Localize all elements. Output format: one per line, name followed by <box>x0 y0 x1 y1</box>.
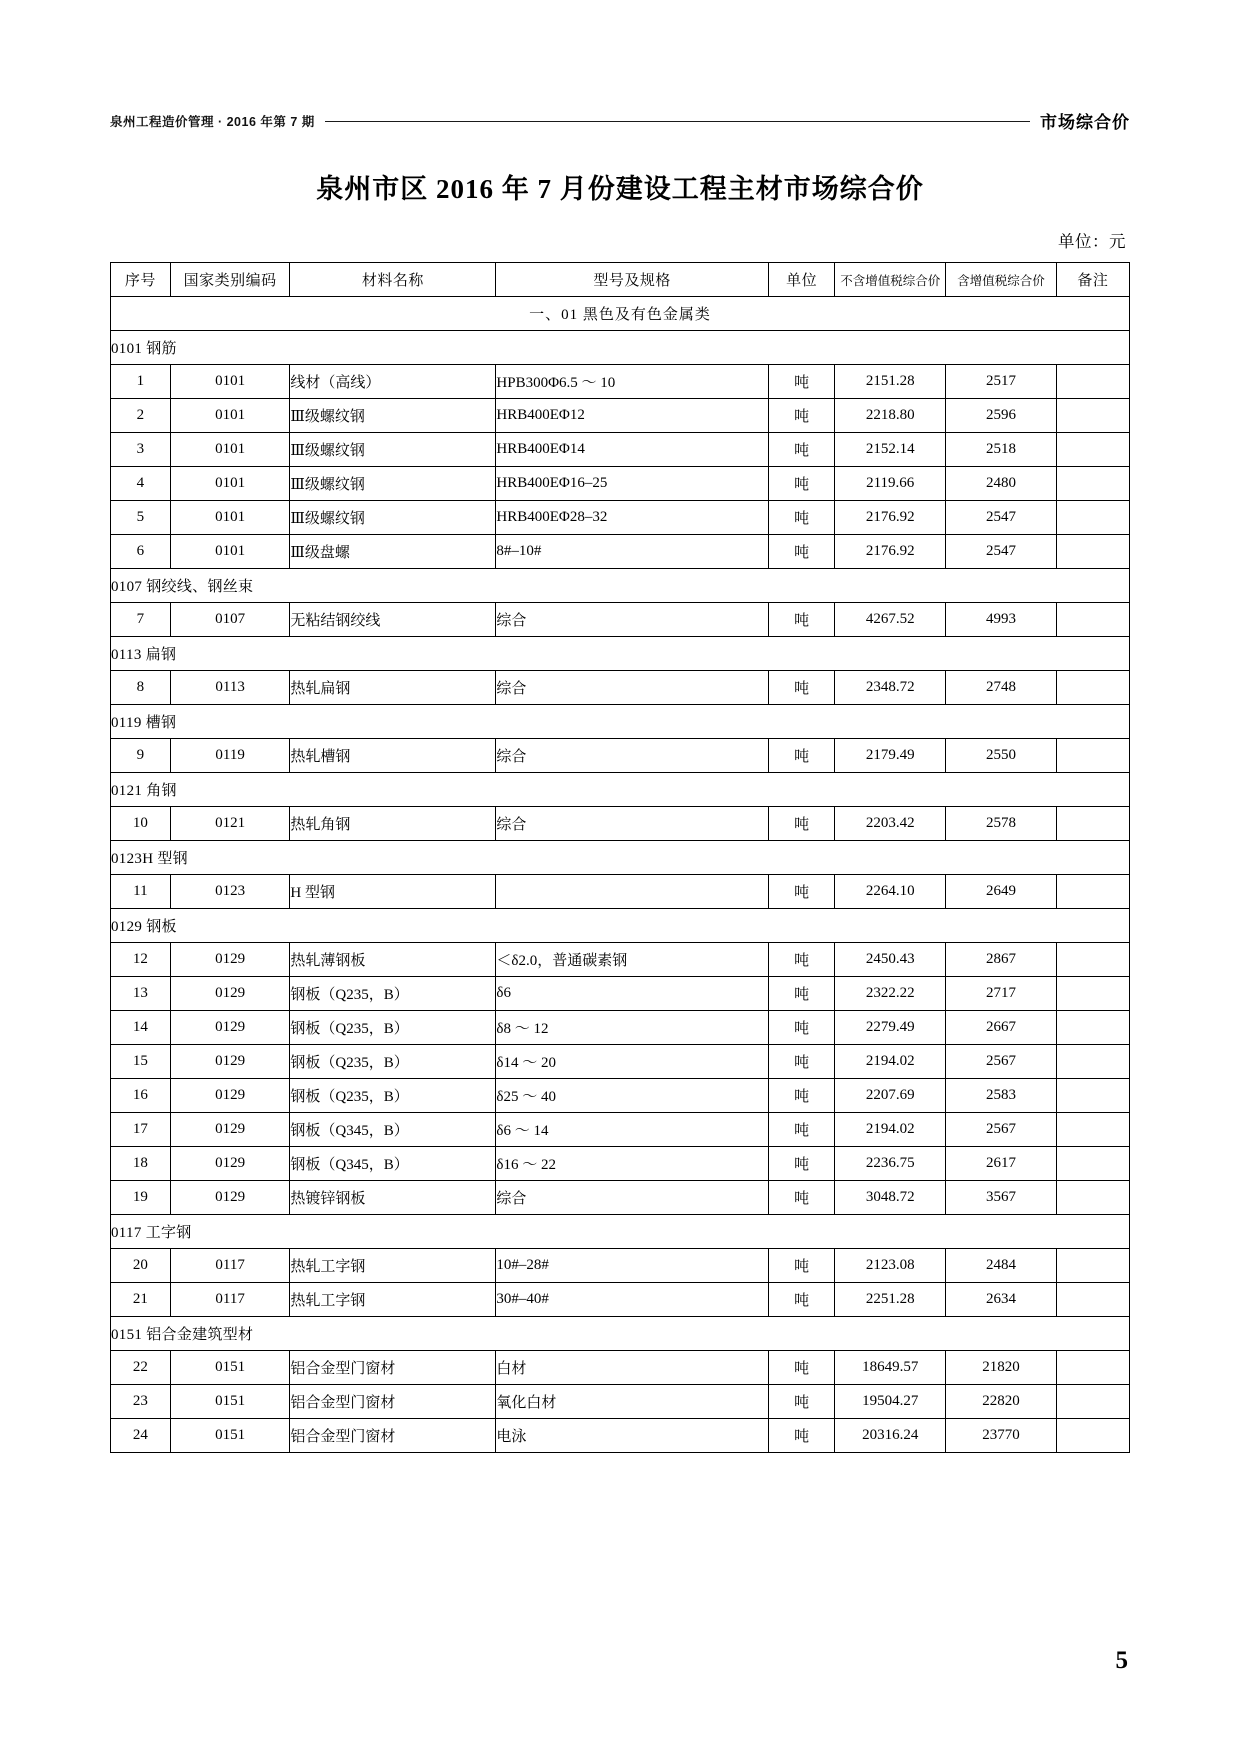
cell-price-ex: 2279.49 <box>835 1011 946 1045</box>
cell-spec: HRB400EΦ16–25 <box>496 467 768 501</box>
cell-seq: 2 <box>111 399 171 433</box>
cell-note <box>1056 1385 1129 1419</box>
cell-note <box>1056 1113 1129 1147</box>
cell-price-ex: 2218.80 <box>835 399 946 433</box>
cell-price-ex: 2176.92 <box>835 535 946 569</box>
cell-price-in: 23770 <box>946 1419 1057 1453</box>
table-row <box>111 467 1130 501</box>
cell-note <box>1056 739 1129 773</box>
table-row <box>111 1147 1130 1181</box>
table-row <box>111 943 1130 977</box>
cell-price-ex: 2194.02 <box>835 1045 946 1079</box>
cell-price-in: 2567 <box>946 1113 1057 1147</box>
cell-price-in: 2567 <box>946 1045 1057 1079</box>
cell-seq: 1 <box>111 365 171 399</box>
cell-price-in: 3567 <box>946 1181 1057 1215</box>
table-row <box>111 1181 1130 1215</box>
cell-spec: HRB400EΦ12 <box>496 399 768 433</box>
cell-seq: 15 <box>111 1045 171 1079</box>
cell-price-ex: 2179.49 <box>835 739 946 773</box>
cell-price-in: 2583 <box>946 1079 1057 1113</box>
cell-spec: ＜δ2.0，普通碳素钢 <box>496 943 768 977</box>
cell-seq: 10 <box>111 807 171 841</box>
table-row <box>111 807 1130 841</box>
cell-note <box>1056 365 1129 399</box>
table-row <box>111 1283 1130 1317</box>
cell-code: 0101 <box>170 399 290 433</box>
cell-note <box>1056 671 1129 705</box>
cell-price-in: 2634 <box>946 1283 1057 1317</box>
cell-name: 热轧槽钢 <box>290 739 496 773</box>
table-header <box>111 263 1130 297</box>
cell-price-ex: 2194.02 <box>835 1113 946 1147</box>
cell-code: 0119 <box>170 739 290 773</box>
group-title: 0151 铝合金建筑型材 <box>111 1317 1130 1351</box>
table-header-row <box>111 263 1130 297</box>
cell-price-ex: 2176.92 <box>835 501 946 535</box>
cell-seq: 19 <box>111 1181 171 1215</box>
cell-name: 无粘结钢绞线 <box>290 603 496 637</box>
cell-note <box>1056 399 1129 433</box>
table-row <box>111 433 1130 467</box>
cell-name: 热轧角钢 <box>290 807 496 841</box>
cell-spec: 综合 <box>496 1181 768 1215</box>
cell-note <box>1056 1351 1129 1385</box>
cell-spec: 电泳 <box>496 1419 768 1453</box>
table-row <box>111 1011 1130 1045</box>
cell-spec: δ8 ～ 12 <box>496 1011 768 1045</box>
cell-spec: 氧化白材 <box>496 1385 768 1419</box>
cell-unit: 吨 <box>768 399 834 433</box>
cell-code: 0117 <box>170 1283 290 1317</box>
cell-price-in: 22820 <box>946 1385 1057 1419</box>
group-title: 0107 钢绞线、钢丝束 <box>111 569 1130 603</box>
table-row <box>111 1113 1130 1147</box>
cell-seq: 6 <box>111 535 171 569</box>
group-row <box>111 841 1130 875</box>
cell-price-in: 2484 <box>946 1249 1057 1283</box>
cell-code: 0117 <box>170 1249 290 1283</box>
cell-note <box>1056 1079 1129 1113</box>
cell-name: 钢板（Q345，B） <box>290 1147 496 1181</box>
table-row <box>111 1385 1130 1419</box>
col-header-seq: 序号 <box>111 263 171 297</box>
cell-unit: 吨 <box>768 977 834 1011</box>
cell-price-ex: 2203.42 <box>835 807 946 841</box>
cell-unit: 吨 <box>768 943 834 977</box>
table-row <box>111 739 1130 773</box>
cell-name: 钢板（Q235，B） <box>290 977 496 1011</box>
cell-spec: δ14 ～ 20 <box>496 1045 768 1079</box>
cell-spec: 综合 <box>496 671 768 705</box>
cell-note <box>1056 1249 1129 1283</box>
cell-name: 钢板（Q235，B） <box>290 1011 496 1045</box>
cell-note <box>1056 1181 1129 1215</box>
cell-code: 0151 <box>170 1419 290 1453</box>
unit-note: 单位：元 <box>1058 232 1126 251</box>
cell-unit: 吨 <box>768 1079 834 1113</box>
cell-unit: 吨 <box>768 1419 834 1453</box>
cell-code: 0121 <box>170 807 290 841</box>
cell-price-in: 2867 <box>946 943 1057 977</box>
cell-unit: 吨 <box>768 535 834 569</box>
cell-note <box>1056 1011 1129 1045</box>
table-row <box>111 399 1130 433</box>
cell-seq: 8 <box>111 671 171 705</box>
cell-spec: 8#–10# <box>496 535 768 569</box>
cell-code: 0129 <box>170 1079 290 1113</box>
group-title: 0113 扁钢 <box>111 637 1130 671</box>
cell-name: Ⅲ级螺纹钢 <box>290 467 496 501</box>
table-row <box>111 535 1130 569</box>
cell-unit: 吨 <box>768 1249 834 1283</box>
col-header-name: 材料名称 <box>290 263 496 297</box>
cell-price-in: 2717 <box>946 977 1057 1011</box>
cell-name: 钢板（Q345，B） <box>290 1113 496 1147</box>
group-title: 0101 钢筋 <box>111 331 1130 365</box>
cell-price-ex: 20316.24 <box>835 1419 946 1453</box>
group-row <box>111 569 1130 603</box>
cell-seq: 17 <box>111 1113 171 1147</box>
cell-name: 热轧工字钢 <box>290 1283 496 1317</box>
cell-unit: 吨 <box>768 1147 834 1181</box>
col-header-unit: 单位 <box>768 263 834 297</box>
cell-price-ex: 2322.22 <box>835 977 946 1011</box>
running-header-rule <box>325 121 1030 122</box>
col-header-note: 备注 <box>1056 263 1129 297</box>
cell-price-ex: 19504.27 <box>835 1385 946 1419</box>
cell-seq: 16 <box>111 1079 171 1113</box>
cell-seq: 7 <box>111 603 171 637</box>
cell-code: 0129 <box>170 1181 290 1215</box>
cell-code: 0129 <box>170 1147 290 1181</box>
cell-unit: 吨 <box>768 1181 834 1215</box>
cell-unit: 吨 <box>768 1283 834 1317</box>
running-header <box>110 0 1130 133</box>
cell-note <box>1056 875 1129 909</box>
cell-price-in: 2617 <box>946 1147 1057 1181</box>
cell-code: 0129 <box>170 1011 290 1045</box>
cell-seq: 13 <box>111 977 171 1011</box>
cell-seq: 5 <box>111 501 171 535</box>
cell-name: 铝合金型门窗材 <box>290 1351 496 1385</box>
cell-code: 0129 <box>170 1045 290 1079</box>
cell-name: Ⅲ级螺纹钢 <box>290 433 496 467</box>
cell-price-ex: 18649.57 <box>835 1351 946 1385</box>
cell-unit: 吨 <box>768 739 834 773</box>
group-row <box>111 1215 1130 1249</box>
group-title: 0119 槽钢 <box>111 705 1130 739</box>
cell-name: 铝合金型门窗材 <box>290 1385 496 1419</box>
cell-seq: 20 <box>111 1249 171 1283</box>
cell-seq: 23 <box>111 1385 171 1419</box>
cell-price-in: 2518 <box>946 433 1057 467</box>
group-row <box>111 1317 1130 1351</box>
cell-name: 热镀锌钢板 <box>290 1181 496 1215</box>
table-row <box>111 671 1130 705</box>
cell-unit: 吨 <box>768 807 834 841</box>
cell-note <box>1056 1419 1129 1453</box>
cell-price-in: 2596 <box>946 399 1057 433</box>
cell-seq: 21 <box>111 1283 171 1317</box>
cell-code: 0101 <box>170 535 290 569</box>
cell-unit: 吨 <box>768 1045 834 1079</box>
cell-spec: HRB400EΦ28–32 <box>496 501 768 535</box>
cell-price-ex: 2251.28 <box>835 1283 946 1317</box>
cell-code: 0129 <box>170 977 290 1011</box>
cell-spec <box>496 875 768 909</box>
cell-price-in: 4993 <box>946 603 1057 637</box>
cell-price-ex: 2207.69 <box>835 1079 946 1113</box>
cell-spec: δ6 <box>496 977 768 1011</box>
cell-name: 热轧工字钢 <box>290 1249 496 1283</box>
col-header-spec: 型号及规格 <box>496 263 768 297</box>
cell-name: 热轧薄钢板 <box>290 943 496 977</box>
cell-price-in: 2667 <box>946 1011 1057 1045</box>
table-row <box>111 977 1130 1011</box>
category-row <box>111 297 1130 331</box>
table-row <box>111 1351 1130 1385</box>
cell-code: 0129 <box>170 1113 290 1147</box>
cell-spec: 白材 <box>496 1351 768 1385</box>
cell-unit: 吨 <box>768 467 834 501</box>
group-row <box>111 637 1130 671</box>
cell-spec: 30#–40# <box>496 1283 768 1317</box>
cell-price-ex: 2450.43 <box>835 943 946 977</box>
table-body <box>111 297 1130 1453</box>
group-row <box>111 773 1130 807</box>
cell-spec: δ16 ～ 22 <box>496 1147 768 1181</box>
cell-price-ex: 4267.52 <box>835 603 946 637</box>
cell-spec: HRB400EΦ14 <box>496 433 768 467</box>
cell-seq: 24 <box>111 1419 171 1453</box>
cell-price-in: 2748 <box>946 671 1057 705</box>
cell-price-ex: 2348.72 <box>835 671 946 705</box>
group-title: 0121 角钢 <box>111 773 1130 807</box>
cell-note <box>1056 977 1129 1011</box>
category-label: 一、01 黑色及有色金属类 <box>111 297 1130 331</box>
cell-seq: 18 <box>111 1147 171 1181</box>
cell-name: 钢板（Q235，B） <box>290 1045 496 1079</box>
cell-code: 0151 <box>170 1351 290 1385</box>
table-row <box>111 1249 1130 1283</box>
cell-code: 0107 <box>170 603 290 637</box>
cell-seq: 9 <box>111 739 171 773</box>
cell-price-in: 2547 <box>946 535 1057 569</box>
cell-unit: 吨 <box>768 671 834 705</box>
table-row <box>111 875 1130 909</box>
cell-price-ex: 2123.08 <box>835 1249 946 1283</box>
running-header-left: 泉州工程造价管理 · 2016 年第 7 期 <box>110 114 315 129</box>
cell-seq: 4 <box>111 467 171 501</box>
page-title: 泉州市区 2016 年 7 月份建设工程主材市场综合价 <box>316 174 924 204</box>
cell-note <box>1056 1045 1129 1079</box>
table-row <box>111 365 1130 399</box>
group-title: 0129 钢板 <box>111 909 1130 943</box>
cell-note <box>1056 467 1129 501</box>
cell-code: 0129 <box>170 943 290 977</box>
cell-price-ex: 3048.72 <box>835 1181 946 1215</box>
price-table <box>110 262 1130 1453</box>
cell-unit: 吨 <box>768 1351 834 1385</box>
cell-unit: 吨 <box>768 1385 834 1419</box>
cell-name: Ⅲ级盘螺 <box>290 535 496 569</box>
table-row <box>111 1079 1130 1113</box>
cell-name: Ⅲ级螺纹钢 <box>290 501 496 535</box>
cell-note <box>1056 807 1129 841</box>
page-number: 5 <box>1115 1647 1128 1674</box>
cell-price-ex: 2151.28 <box>835 365 946 399</box>
cell-unit: 吨 <box>768 501 834 535</box>
cell-note <box>1056 603 1129 637</box>
group-row <box>111 705 1130 739</box>
cell-name: 钢板（Q235，B） <box>290 1079 496 1113</box>
cell-spec: 综合 <box>496 739 768 773</box>
cell-seq: 22 <box>111 1351 171 1385</box>
cell-code: 0113 <box>170 671 290 705</box>
table-row <box>111 603 1130 637</box>
cell-price-in: 2550 <box>946 739 1057 773</box>
cell-name: 线材（高线） <box>290 365 496 399</box>
cell-seq: 3 <box>111 433 171 467</box>
cell-seq: 14 <box>111 1011 171 1045</box>
group-title: 0123H 型钢 <box>111 841 1130 875</box>
cell-spec: 10#–28# <box>496 1249 768 1283</box>
table-row <box>111 501 1130 535</box>
cell-price-in: 21820 <box>946 1351 1057 1385</box>
cell-note <box>1056 943 1129 977</box>
running-header-right: 市场综合价 <box>1040 113 1130 132</box>
cell-spec: 综合 <box>496 807 768 841</box>
col-header-code: 国家类别编码 <box>170 263 290 297</box>
cell-code: 0101 <box>170 467 290 501</box>
cell-unit: 吨 <box>768 1113 834 1147</box>
cell-unit: 吨 <box>768 875 834 909</box>
cell-price-in: 2547 <box>946 501 1057 535</box>
cell-name: H 型钢 <box>290 875 496 909</box>
cell-unit: 吨 <box>768 1011 834 1045</box>
cell-price-ex: 2119.66 <box>835 467 946 501</box>
cell-note <box>1056 535 1129 569</box>
table-row <box>111 1419 1130 1453</box>
cell-spec: 综合 <box>496 603 768 637</box>
group-row <box>111 331 1130 365</box>
cell-note <box>1056 1283 1129 1317</box>
cell-code: 0123 <box>170 875 290 909</box>
cell-note <box>1056 501 1129 535</box>
cell-code: 0101 <box>170 433 290 467</box>
cell-unit: 吨 <box>768 433 834 467</box>
cell-price-in: 2517 <box>946 365 1057 399</box>
cell-code: 0151 <box>170 1385 290 1419</box>
cell-name: 热轧扁钢 <box>290 671 496 705</box>
group-title: 0117 工字钢 <box>111 1215 1130 1249</box>
cell-price-ex: 2264.10 <box>835 875 946 909</box>
cell-seq: 12 <box>111 943 171 977</box>
cell-spec: δ25 ～ 40 <box>496 1079 768 1113</box>
cell-name: 铝合金型门窗材 <box>290 1419 496 1453</box>
col-header-price-in: 含增值税综合价 <box>946 263 1057 297</box>
cell-price-ex: 2152.14 <box>835 433 946 467</box>
cell-code: 0101 <box>170 365 290 399</box>
cell-note <box>1056 1147 1129 1181</box>
table-row <box>111 1045 1130 1079</box>
cell-unit: 吨 <box>768 365 834 399</box>
group-row <box>111 909 1130 943</box>
cell-spec: HPB300Φ6.5 ～ 10 <box>496 365 768 399</box>
cell-price-ex: 2236.75 <box>835 1147 946 1181</box>
cell-seq: 11 <box>111 875 171 909</box>
cell-price-in: 2578 <box>946 807 1057 841</box>
cell-price-in: 2480 <box>946 467 1057 501</box>
cell-price-in: 2649 <box>946 875 1057 909</box>
cell-note <box>1056 433 1129 467</box>
col-header-price-ex: 不含增值税综合价 <box>835 263 946 297</box>
cell-name: Ⅲ级螺纹钢 <box>290 399 496 433</box>
cell-code: 0101 <box>170 501 290 535</box>
cell-spec: δ6 ～ 14 <box>496 1113 768 1147</box>
cell-unit: 吨 <box>768 603 834 637</box>
